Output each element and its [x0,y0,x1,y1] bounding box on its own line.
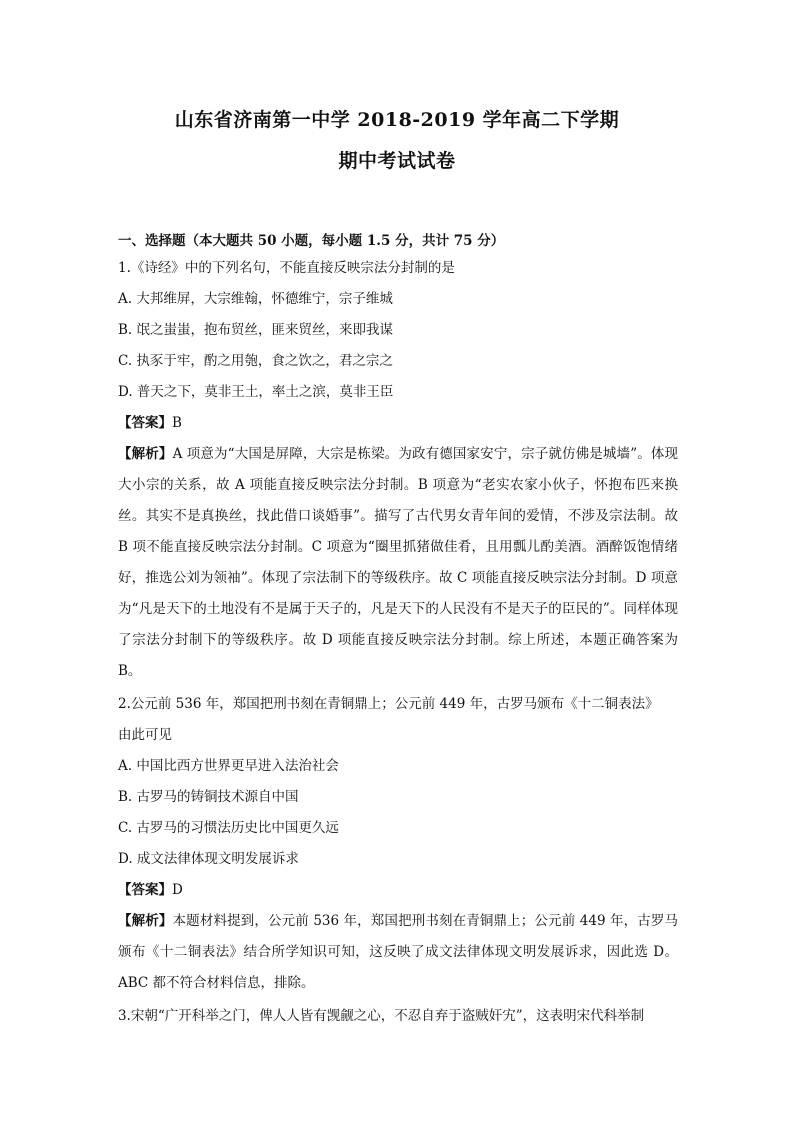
analysis-1 [118,439,678,687]
question-stem: 2.公元前 536 年，郑国把刑书刻在青铜鼎上；公元前 449 年，古罗马颁布《十二铜表法》 [118,696,659,712]
analysis-label: 【解析】 [118,446,173,462]
question-stem-continued: 由此可见 [118,727,172,743]
option-b: B. 古罗马的铸铜技术源自中国 [118,789,299,805]
page-subtitle: 期中考试试卷 [338,150,456,172]
option-c: C. 古罗马的习惯法历史比中国更久远 [118,820,339,836]
option-d: D. 成文法律体现文明发展诉求 [118,851,299,867]
answer-line [118,408,678,439]
answer-line [118,875,678,906]
page-title: 山东省济南第一中学 2018-2019 学年高二下学期 [174,109,620,131]
question-3 [118,1001,678,1032]
analysis-text: A 项意为“大国是屏障，大宗是栋梁。为政有德国家安宁，宗子就仿佛是城墙”。体现大小宗的关系，故 A 项能直接反映宗法分封制。B 项意为“老实农家小伙子，怀抱布匹来换丝。其实不是真换丝，找此借口谈婚事”。描写了古代男女青年间的爱情，不涉及宗法制。故 B 项不能直接反映宗法分封制。C 项意为“圈里抓猪做佳肴，且用瓢儿酌美酒。酒醉饭饱情绪好，推选公刘为领袖”。体现了宗法制下的等级秩序。故 C 项能直接反映宗法分封制。D 项意为“凡是天下的土地没有不是属于天子的，凡是天下的人民没有不是天子的臣民的”。同样体现了宗法分封制下的等级秩序。故 D 项能直接反映宗法分封制。综上所述，本题正确答案为 B。 [118,446,679,679]
question-1 [118,253,678,439]
question-stem: 1.《诗经》中的下列名句，不能直接反映宗法分封制的是 [118,260,455,276]
question-stem: 3.宋朝“广开科举之门，俾人人皆有觊觎之心，不忍自弃于盗贼奸宄”，这表明宋代科举制 [118,1008,645,1024]
question-2 [118,689,678,906]
answer-value: D [172,882,183,898]
answer-label: 【答案】 [118,882,172,898]
option-a: A. 中国比西方世界更早进入法治社会 [118,758,339,774]
section-heading: 一、选择题（本大题共 50 小题，每小题 1.5 分，共计 75 分） [118,233,505,249]
option-c: C. 执豕于牢，酌之用匏，食之饮之，君之宗之 [118,353,393,369]
analysis-text: 本题材料提到，公元前 536 年，郑国把刑书刻在青铜鼎上；公元前 449 年，古罗马颁布《十二铜表法》结合所学知识可知，这反映了成文法律体现文明发展诉求，因此选 D。ABC 都不符合材料信息，排除。 [118,913,678,991]
analysis-2 [118,906,678,999]
option-b: B. 氓之蚩蚩，抱布贸丝，匪来贸丝，来即我谋 [118,322,394,338]
option-a: A. 大邦维屏，大宗维翰，怀德维宁，宗子维城 [118,291,393,307]
answer-label: 【答案】 [118,415,172,431]
analysis-label: 【解析】 [118,913,173,929]
answer-value: B [172,415,182,431]
option-d: D. 普天之下，莫非王土，率土之滨，莫非王臣 [118,384,394,400]
